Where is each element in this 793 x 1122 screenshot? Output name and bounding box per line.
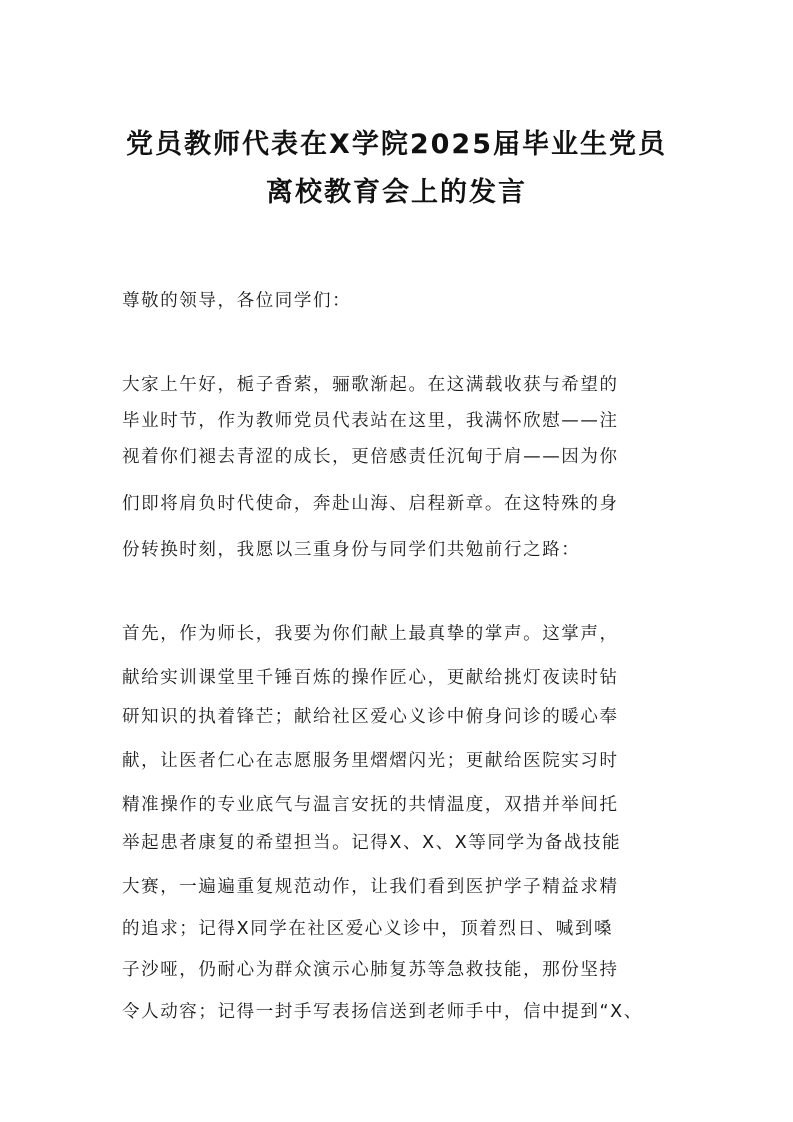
paragraph-1-line: 们即将肩负时代使命，奔赴山海、启程新章。在这特殊的身 — [122, 494, 619, 514]
paragraph-2-line: 令人动容；记得一封手写表扬信送到老师手中，信中提到“X、 — [122, 1002, 643, 1022]
paragraph-2-line: 精准操作的专业底气与温言安抚的共情温度，双措并举间托 — [122, 795, 619, 815]
paragraph-2-line: 献给实训课堂里千锤百炼的操作匠心，更献给挑灯夜读时钻 — [122, 668, 619, 688]
paragraph-2-line: 首先，作为师长，我要为你们献上最真挚的掌声。这掌声， — [122, 624, 619, 644]
paragraph-2-line: 的追求；记得X同学在社区爱心义诊中，顶着烈日、喊到嗓 — [122, 919, 614, 939]
paragraph-2-line: 献，让医者仁心在志愿服务里熠熠闪光；更献给医院实习时 — [122, 751, 619, 771]
paragraph-1-line: 毕业时节，作为教师党员代表站在这里，我满怀欣慰——注 — [122, 411, 619, 431]
paragraph-2-line: 举起患者康复的希望担当。记得X、X、X等同学为备战技能 — [122, 833, 622, 853]
paragraph-1-line: 大家上午好，栀子香萦，骊歌渐起。在这满载收获与希望的 — [122, 375, 619, 395]
paragraph-1-line: 视着你们褪去青涩的成长，更倍感责任沉甸于肩——因为你 — [122, 447, 619, 467]
salutation: 尊敬的领导，各位同学们： — [122, 291, 352, 311]
document-title-line-2: 离校教育会上的发言 — [266, 177, 527, 208]
paragraph-2-line: 子沙哑，仍耐心为群众演示心肺复苏等急救技能，那份坚持 — [122, 960, 619, 980]
paragraph-2-line: 大赛，一遍遍重复规范动作，让我们看到医护学子精益求精 — [122, 877, 619, 897]
paragraph-2-line: 研知识的执着锋芒；献给社区爱心义诊中俯身问诊的暖心奉 — [122, 707, 619, 727]
document-title-line-1: 党员教师代表在X学院2025届毕业生党员 — [126, 129, 667, 160]
paragraph-1-line: 份转换时刻，我愿以三重身份与同学们共勉前行之路： — [122, 540, 581, 560]
